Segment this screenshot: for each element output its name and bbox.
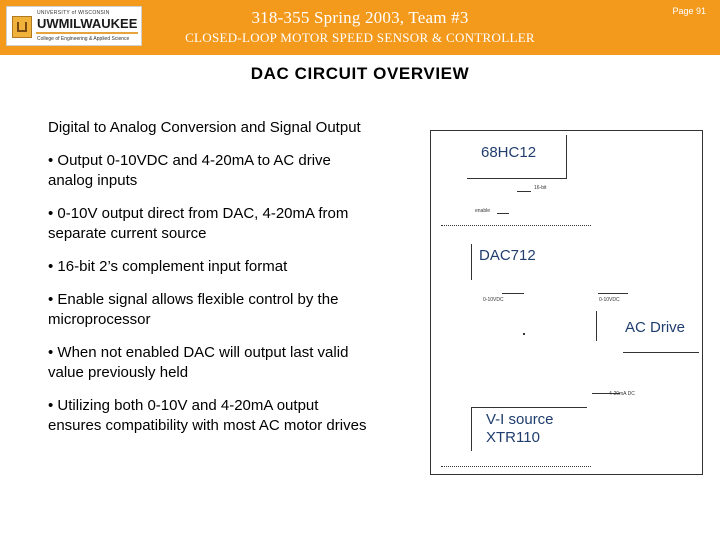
vi-block-edge bbox=[471, 407, 472, 451]
logo-sub-text: College of Engineering & Applied Science bbox=[37, 36, 130, 42]
dac-output-wire bbox=[502, 293, 524, 294]
junction-dot bbox=[523, 333, 525, 335]
course-title: 318-355 Spring 2003, Team #3 bbox=[251, 8, 469, 27]
header-bar bbox=[0, 0, 720, 55]
bullet-item: • When not enabled DAC will output last valid value previously held bbox=[48, 344, 349, 381]
section-divider bbox=[441, 466, 591, 467]
dac-block-diagram bbox=[430, 130, 703, 475]
enable-label: enable bbox=[475, 208, 491, 214]
logo-main-text: UWMILWAUKEE bbox=[37, 16, 138, 31]
bullet-item: • 16-bit 2’s complement input format bbox=[48, 258, 288, 275]
drive-label: AC Drive bbox=[625, 319, 686, 336]
project-title: CLOSED-LOOP MOTOR SPEED SENSOR & CONTROLLER bbox=[185, 30, 535, 45]
mcu-block-edge bbox=[467, 178, 567, 179]
drive-current-label: 4-20mA DC bbox=[609, 391, 635, 397]
bullet-item: Digital to Analog Conversion and Signal Output bbox=[48, 119, 361, 136]
bullet-item: • Utilizing both 0-10V and 4-20mA output ensures compatibility with most AC motor drives bbox=[48, 397, 367, 434]
logo-top-text: UNIVERSITY of WISCONSIN bbox=[37, 10, 110, 16]
dac-label: DAC712 bbox=[479, 247, 536, 264]
vi-block-edge bbox=[471, 407, 587, 408]
bullet-item: • 0-10V output direct from DAC, 4-20mA from separate current source bbox=[48, 205, 349, 242]
bullet-item: • Enable signal allows flexible control by the microprocessor bbox=[48, 291, 339, 328]
bus-wire bbox=[517, 191, 531, 192]
mcu-block-edge bbox=[566, 135, 567, 179]
drive-voltage-label: 0-10VDC bbox=[599, 297, 620, 303]
drive-block-edge bbox=[623, 352, 699, 353]
slide-title: DAC CIRCUIT OVERVIEW bbox=[250, 64, 470, 83]
section-divider bbox=[441, 225, 591, 226]
vi-source-label: V-I source bbox=[486, 411, 554, 428]
drive-block-edge bbox=[596, 311, 597, 341]
bullet-item: • Output 0-10VDC and 4-20mA to AC drive analog inputs bbox=[48, 152, 331, 189]
dac-output-label: 0-10VDC bbox=[483, 297, 504, 303]
drive-input-wire bbox=[598, 293, 628, 294]
vi-part-label: XTR110 bbox=[486, 429, 540, 446]
enable-wire bbox=[497, 213, 509, 214]
mcu-label: 68HC12 bbox=[481, 144, 537, 161]
bullet-list bbox=[48, 118, 368, 449]
dac-block-edge bbox=[471, 244, 472, 280]
bus-width-label: 16-bit bbox=[534, 185, 547, 191]
page-number: Page 91 bbox=[672, 6, 706, 16]
